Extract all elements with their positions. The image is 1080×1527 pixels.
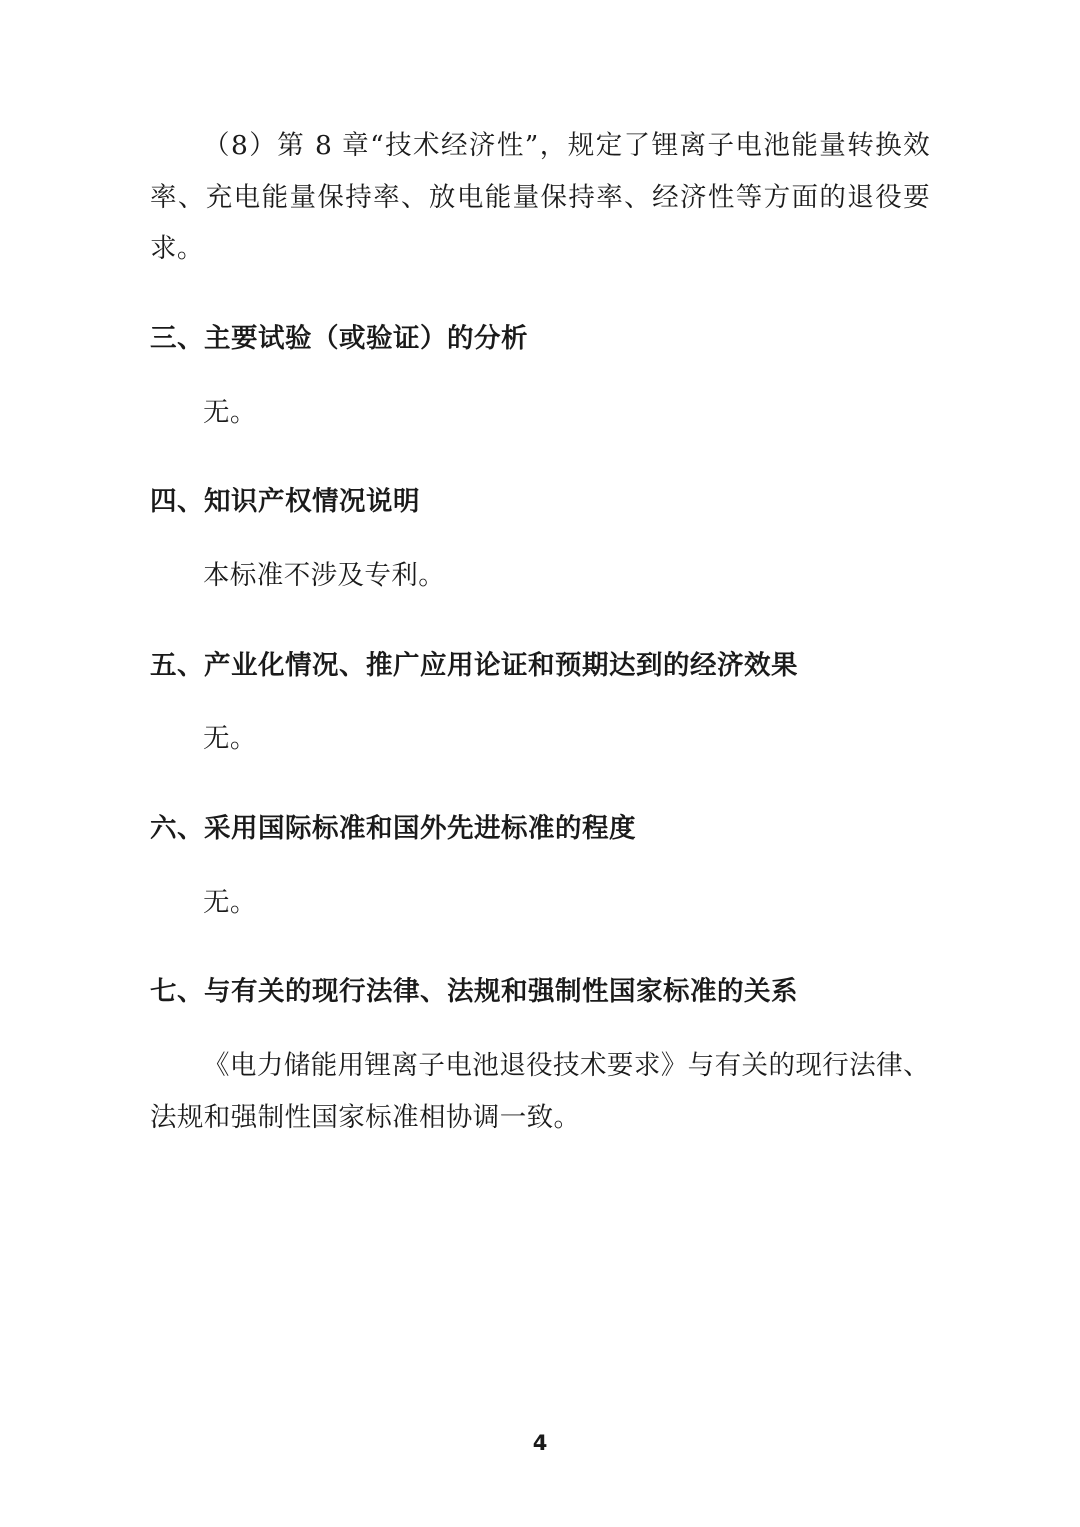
paragraph-section-six-body: 无。 bbox=[203, 886, 257, 918]
heading-section-three: 三、主要试验（或验证）的分析 bbox=[150, 323, 528, 355]
heading-section-four: 四、知识产权情况说明 bbox=[150, 486, 420, 518]
heading-section-six: 六、采用国际标准和国外先进标准的程度 bbox=[150, 813, 636, 845]
paragraph-section-four-body: 本标准不涉及专利。 bbox=[203, 560, 446, 592]
paragraph-section-three-body: 无。 bbox=[203, 396, 257, 428]
heading-section-five: 五、产业化情况、推广应用论证和预期达到的经济效果 bbox=[150, 649, 798, 681]
paragraph-section-five-body: 无。 bbox=[203, 723, 257, 755]
document-body bbox=[150, 120, 930, 1143]
paragraph-chapter8: （8）第 8 章“技术经济性”，规定了锂离子电池能量转换效率、充电能量保持率、放电能量保持率、经济性等方面的退役要求。 bbox=[150, 130, 930, 265]
page-number: 4 bbox=[532, 1431, 548, 1455]
paragraph-section-seven-body: 《电力储能用锂离子电池退役技术要求》与有关的现行法律、法规和强制性国家标准相协调一致。 bbox=[150, 1050, 930, 1133]
heading-section-seven: 七、与有关的现行法律、法规和强制性国家标准的关系 bbox=[150, 976, 798, 1008]
